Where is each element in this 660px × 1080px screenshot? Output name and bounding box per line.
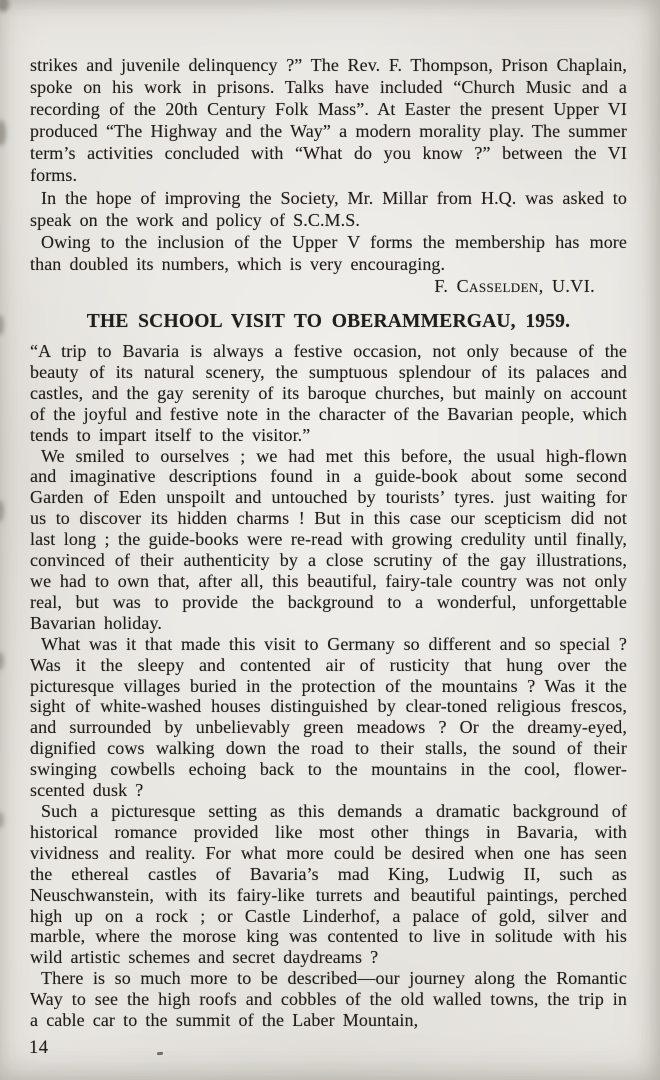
paragraph: We smiled to ourselves ; we had met this before, the usual high-flown and imaginative descriptions found in a guide-book about some second Garden of Eden unspoilt and untouched by tourists’ tyres. just waiting for us to discover its hidden charms ! But in this case our scepticism did not last long ; the guide-books were re-read with growing credulity until finally, convinced of their authenticity by a close scrutiny of the gay illustrations, we had to own that, after all, this beautiful, fairy-tale country was not only real, but was to provide the background to a wonderful, unforgettable Bavarian holiday. [30,445,627,633]
page-number: 14 [29,1038,49,1058]
society-report-continuation [30,54,627,297]
article-oberammergau [30,311,627,1031]
paragraph: In the hope of improving the Society, Mr. Millar from H.Q. was asked to speak on the work and policy of S.C.M.S. [30,187,627,230]
paragraph: Such a picturesque setting as this demands a dramatic background of historical romance provided like most other things in Bavaria, with vividness and reality. For what more could be desired when one has seen the ethereal castles of Bavaria’s mad King, Ludwig II, such as Neuschwanstein, with its fairy-like turrets and beautiful paintings, perched high up on a rock ; or Castle Linderhof, a palace of gold, silver and marble, where the morose king was contented to live in solitude with his wild artistic schemes and secret daydreams ? [30,800,627,968]
paragraph: “A trip to Bavaria is always a festive occasion, not only because of the beauty of its natural scenery, the sumptuous splendour of its palaces and castles, and the gay serenity of its baroque churches, but mainly on account of the joyful and festive note in the character of the Bavarian people, which tends to impart itself to the visitor.” [30,341,627,445]
author-signature: F. Casselden, U.VI. [434,275,595,296]
paragraph: What was it that made this visit to Germany so different and so special ? Was it the sleepy and contented air of rusticity that hung over the picturesque villages buried in the protection of the mountains ? Was it the sight of white-washed houses distinguished by clear-toned religious frescos, and surrounded by unbelievably green meadows ? Or the dreamy-eyed, dignified cows walking down the road to their stalls, the sound of their swinging cowbells echoing back to the mountains in the cool, flower-scented dusk ? [30,633,627,801]
ink-speck [157,1052,163,1055]
paragraph: Owing to the inclusion of the Upper V forms the membership has more than doubled its numbers, which is very encouraging. [30,231,627,274]
article-title: THE SCHOOL VISIT TO OBERAMMERGAU, 1959. [86,311,571,333]
paragraph: strikes and juvenile delinquency ?” The Rev. F. Thompson, Prison Chaplain, spoke on his work in prisons. Talks have included “Church Music and a recording of the 20th Century Folk Mass”. At Easter the present Upper VI produced “The Highway and the Way” a modern morality play. The summer term’s activities concluded with “What do you know ?” between the VI forms. [30,55,627,186]
paragraph: There is so much more to be described—our journey along the Romantic Way to see the high roofs and cobbles of the old walled towns, the trip in a cable car to the summit of the Laber Mountain, [30,968,627,1031]
